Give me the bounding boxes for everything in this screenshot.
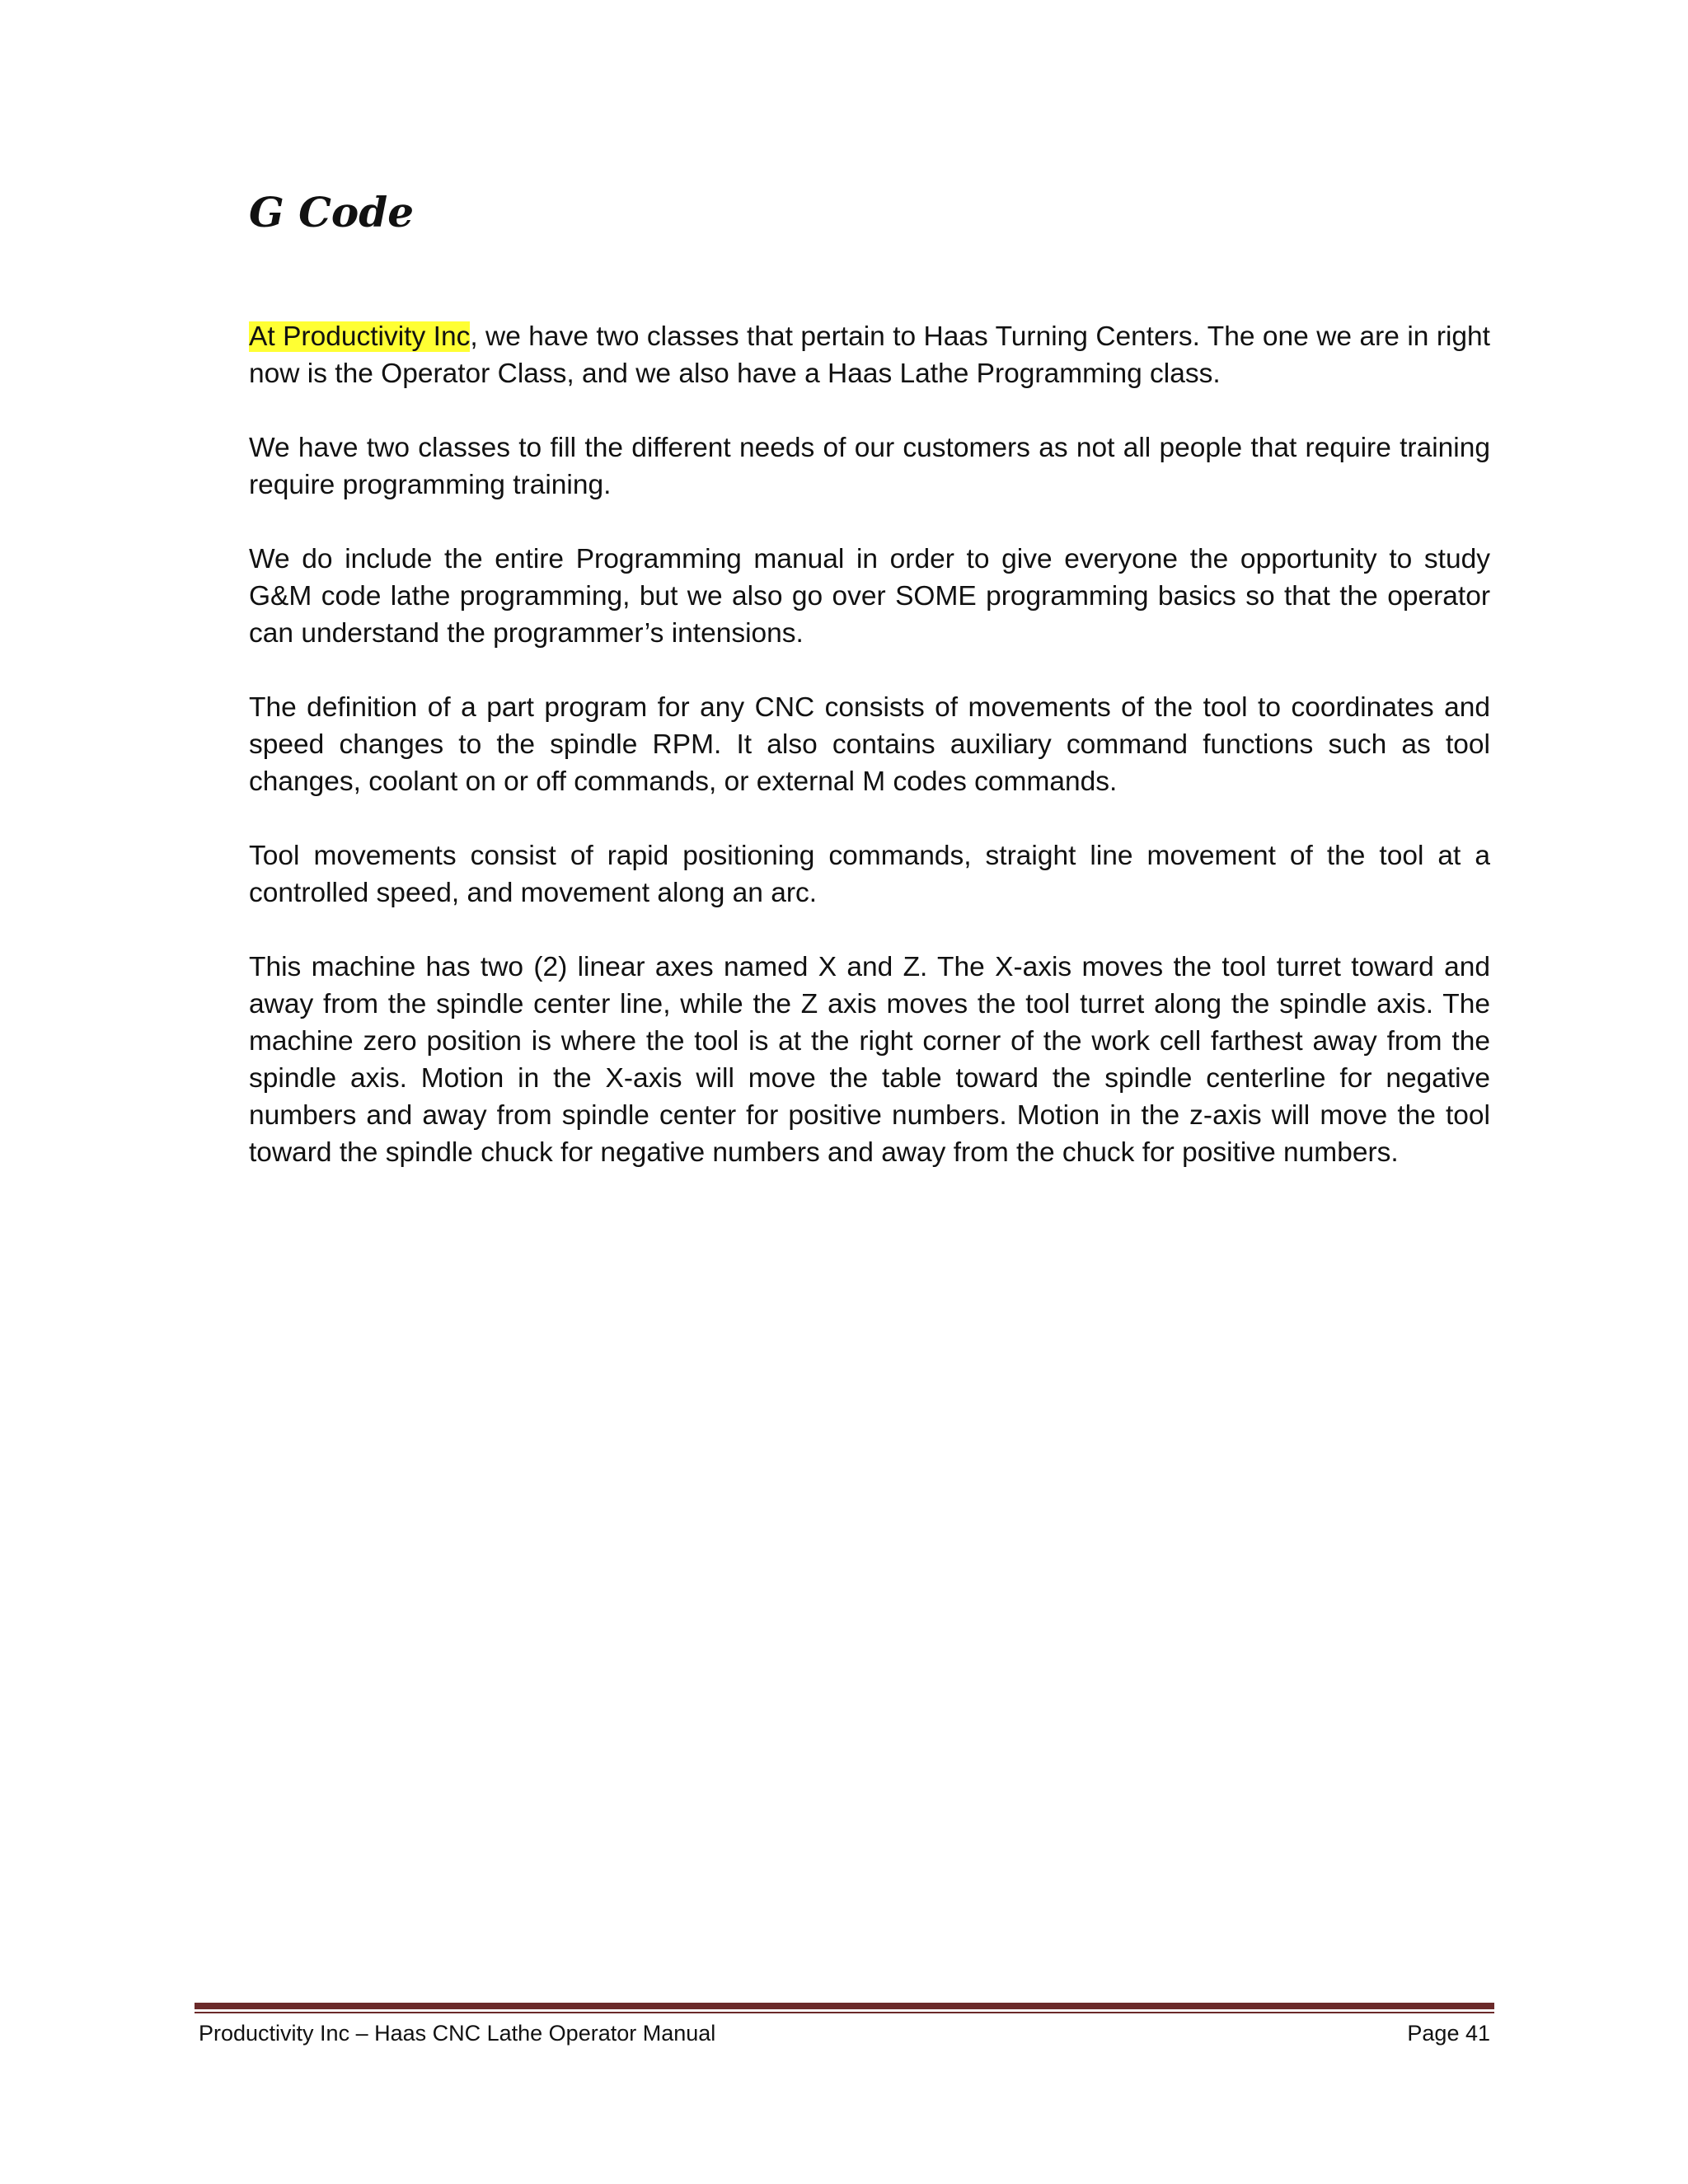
page-title: G Code	[249, 188, 415, 237]
footer-divider-thick	[195, 2003, 1494, 2009]
footer-manual-title: Productivity Inc – Haas CNC Lathe Operator Manual	[199, 2021, 716, 2046]
footer-page-number: Page 41	[1407, 2021, 1490, 2046]
footer-divider-thin	[195, 2012, 1494, 2013]
paragraph-manual: We do include the entire Programming manual in order to give everyone the opportunity to study G&M code lathe programming, but we also go over SOME programming basics so that the operator can understand the programmer’s intensions.	[249, 544, 1490, 649]
paragraph-tool-movements: Tool movements consist of rapid positioning commands, straight line movement of the tool at a controlled speed, and movement along an arc.	[249, 841, 1490, 908]
body-text	[249, 318, 1490, 1208]
paragraph-intro-rest: , we have two classes that pertain to Haas Turning Centers. The one we are in right now is the Operator Class, and we also have a Haas Lathe Programming class.	[249, 321, 1490, 389]
paragraph-part-program: The definition of a part program for any CNC consists of movements of the tool to coordinates and speed changes to the spindle RPM. It also contains auxiliary command functions such as tool changes, coolant on or off commands, or external M codes commands.	[249, 692, 1490, 797]
paragraph-axes: This machine has two (2) linear axes named X and Z. The X-axis moves the tool turret toward and away from the spindle center line, while the Z axis moves the tool turret along the spindle axis. The machine zero position is where the tool is at the right corner of the work cell farthest away from the spindle axis. Motion in the X-axis will move the table toward the spindle centerline for negative numbers and away from spindle center for positive numbers. Motion in the z-axis will move the tool toward the spindle chuck for negative numbers and away from the chuck for positive numbers.	[249, 952, 1490, 1168]
highlighted-text: At Productivity Inc	[249, 321, 471, 352]
paragraph-classes: We have two classes to fill the different needs of our customers as not all people that require training require programming training.	[249, 433, 1490, 500]
paragraph-intro	[249, 318, 1490, 392]
